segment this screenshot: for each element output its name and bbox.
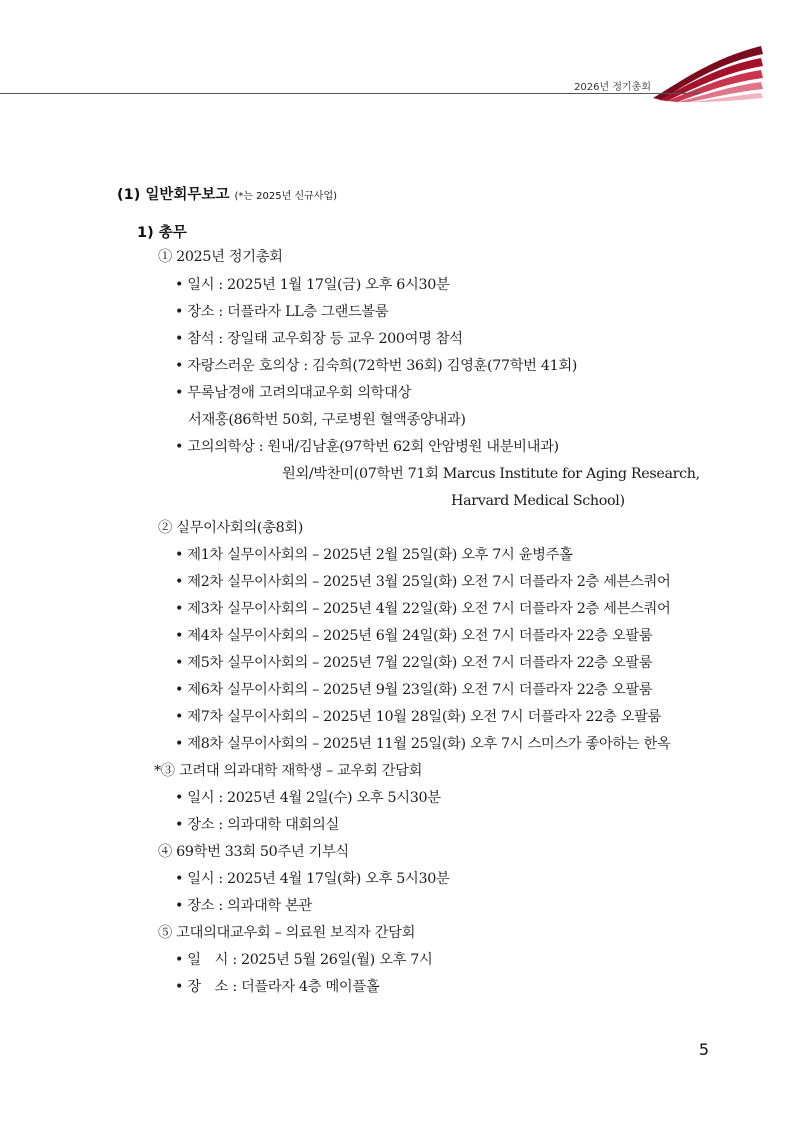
bullet-line: • 제6차 실무이사회의 – 2025년 9월 23일(화) 오전 7시 더플라자 22층 오팔룸: [175, 682, 653, 698]
bullet-line: • 참석 : 장일태 교우회장 등 교우 200여명 참석: [175, 331, 463, 347]
bullet-line: • 일시 : 2025년 4월 2일(수) 오후 5시30분: [175, 790, 441, 806]
bullet-line: • 제3차 실무이사회의 – 2025년 4월 22일(화) 오전 7시 더플라자 2층 세븐스쿼어: [175, 601, 671, 617]
bullet-line: • 자랑스러운 호의상 : 김숙희(72학번 36회) 김영훈(77학번 41회): [175, 358, 578, 374]
subsection-title: 1) 총무: [137, 225, 187, 241]
bullet-line: • 장소 : 의과대학 대회의실: [175, 817, 339, 833]
bullet-line: • 일시 : 2025년 1월 17일(금) 오후 6시30분: [175, 277, 450, 293]
bullet-line: • 일시 : 2025년 4월 17일(화) 오후 5시30분: [175, 871, 450, 887]
bullet-line: • 제1차 실무이사회의 – 2025년 2월 25일(화) 오후 7시 윤병주홀: [175, 547, 573, 563]
item-heading: ⑤ 고대의대교우회 – 의료원 보직자 간담회: [158, 925, 416, 941]
item-heading: ① 2025년 정기총회: [158, 249, 283, 265]
continuation-line: 원외/박찬미(07학번 71회 Marcus Institute for Aging Research,: [282, 466, 700, 482]
continuation-line: Harvard Medical School): [451, 493, 625, 509]
bullet-line: • 제7차 실무이사회의 – 2025년 10월 28일(화) 오전 7시 더플라자 22층 오팔룸: [175, 709, 662, 725]
page-number: 5: [698, 1040, 709, 1059]
item-heading: ④ 69학번 33회 50주년 기부식: [158, 844, 349, 860]
bullet-line: • 제4차 실무이사회의 – 2025년 6월 24일(화) 오전 7시 더플라자 22층 오팔룸: [175, 628, 653, 644]
bullet-line: • 장소 : 더플라자 LL층 그랜드볼룸: [175, 304, 389, 320]
header-rule: [0, 93, 700, 94]
bullet-line: • 무록남경애 고려의대교우회 의학대상: [175, 385, 412, 401]
bullet-line: • 장 소 : 더플라자 4층 메이플홀: [175, 979, 380, 995]
section-note: (*는 2025년 신규사업): [234, 191, 338, 202]
bullet-line: • 일 시 : 2025년 5월 26일(월) 오후 7시: [175, 952, 433, 968]
section-title: [117, 183, 337, 204]
bullet-line: • 제5차 실무이사회의 – 2025년 7월 22일(화) 오전 7시 더플라자 22층 오팔룸: [175, 655, 653, 671]
bullet-line: • 장소 : 의과대학 본관: [175, 898, 313, 914]
header-title: 2026년 정기총회: [574, 82, 651, 93]
item-heading: ② 실무이사회의(총8회): [158, 520, 304, 536]
continuation-line: 서재홍(86학번 50회, 구로병원 혈액종양내과): [188, 412, 466, 428]
item-heading: *③ 고려대 의과대학 재학생 – 교우회 간담회: [154, 763, 423, 779]
bullet-line: • 제8차 실무이사회의 – 2025년 11월 25일(화) 오후 7시 스미스가 좋아하는 한옥: [175, 736, 671, 752]
section-title-text: (1) 일반회무보고: [117, 187, 230, 203]
bullet-line: • 고의의학상 : 원내/김남훈(97학번 62회 안암병원 내분비내과): [175, 439, 559, 455]
bullet-line: • 제2차 실무이사회의 – 2025년 3월 25일(화) 오전 7시 더플라자 2층 세븐스쿼어: [175, 574, 671, 590]
